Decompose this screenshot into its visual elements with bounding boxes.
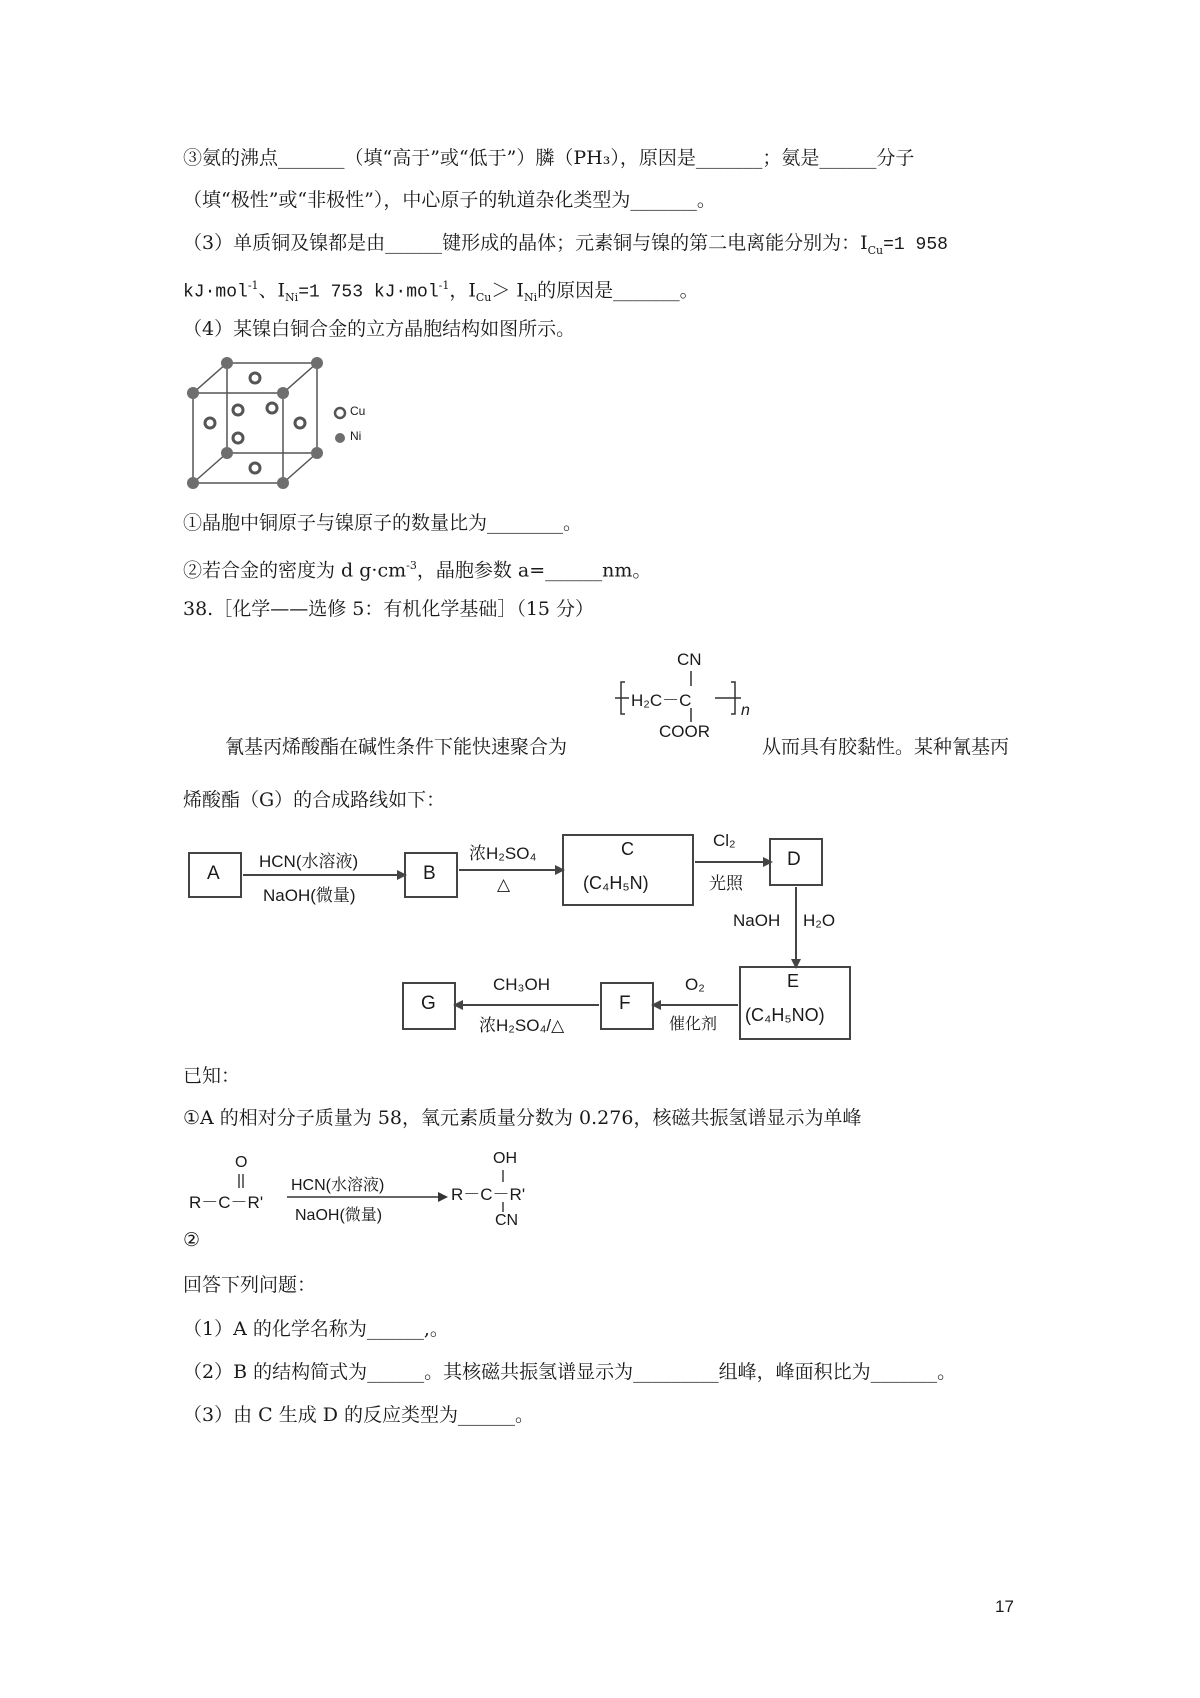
answer-heading: 回答下列问题：: [183, 1274, 317, 1296]
polymer-coor: COOR: [659, 722, 710, 741]
question-3-line1: ③氨的沸点_______（填“高于”或“低于”）膦（PH₃），原因是_______；氨是______分子: [183, 147, 915, 169]
reaction-oh: OH: [493, 1150, 517, 1167]
ionization-cu: =1 958: [883, 235, 948, 255]
ab-reagent-top: HCN(水溶液): [259, 852, 359, 871]
sub-cu-b: Cu: [475, 291, 492, 305]
crystal-cell-figure: [185, 355, 365, 500]
box-c-formula: (C₄H₅N): [583, 873, 649, 893]
reaction-cn: CN: [495, 1212, 519, 1229]
part-3-line1: [183, 229, 1040, 265]
reaction-product: R－C－R': [451, 1185, 526, 1204]
box-f: F: [619, 993, 631, 1014]
part-3-text: （3）单质铜及镍都是由______键形成的晶体；元素铜与镍的第二电离能分别为：I: [183, 232, 868, 254]
cd-reagent-bottom: 光照: [709, 874, 743, 893]
cell-param-text: ，晶胞参数 a=______nm。: [416, 559, 652, 582]
question-38-heading: 38.［化学——选修 5：有机化学基础］（15 分）: [183, 598, 595, 620]
sup-minus1-b: -1: [438, 279, 450, 292]
intro-line1: [225, 733, 1040, 761]
answer-q1: （1）A 的化学名称为______,。: [183, 1318, 449, 1340]
box-e-formula: (C₄H₅NO): [745, 1005, 825, 1025]
box-g: G: [421, 993, 436, 1014]
cd-reagent-top: Cl₂: [713, 831, 736, 850]
sub-ni-a: Ni: [285, 291, 299, 305]
ionization-ni: =1 753 kJ·mol: [298, 282, 439, 303]
page-number: 17: [995, 1597, 1014, 1616]
fg-reagent-top: CH₃OH: [493, 975, 550, 994]
synthesis-scheme: [185, 825, 935, 1050]
intro-line1-a: 氰基丙烯酸酯在碱性条件下能快速聚合为: [225, 736, 568, 758]
de-reagent-left: NaOH: [733, 911, 781, 930]
ef-reagent-bottom: 催化剂: [669, 1016, 718, 1033]
answer-q3: （3）由 C 生成 D 的反应类型为______。: [183, 1404, 535, 1426]
sup-minus1-a: -1: [247, 279, 259, 292]
reaction-reagent-top: HCN(水溶液): [291, 1177, 385, 1194]
de-reagent-right: H₂O: [803, 911, 836, 930]
bc-reagent-top: 浓H₂SO₄: [469, 844, 537, 863]
text-gt-i: ＞ I: [491, 279, 524, 302]
ab-reagent-bottom: NaOH(微量): [263, 886, 356, 905]
box-e: E: [787, 971, 800, 991]
unit-1: kJ·mol: [183, 282, 248, 303]
legend-ni-label: Ni: [350, 429, 362, 443]
known-1: ①A 的相对分子质量为 58，氧元素质量分数为 0.276，核磁共振氢谱显示为单峰: [183, 1107, 862, 1129]
text-i-cu: ，I: [449, 279, 476, 302]
polymer-n: n: [741, 702, 750, 719]
text-i-ni: 、I: [258, 279, 286, 302]
reaction-o: O: [235, 1154, 248, 1171]
polymer-cn: CN: [677, 650, 702, 669]
part-4-q1: ①晶胞中铜原子与镍原子的数量比为________。: [183, 512, 583, 534]
part-4-line: （4）某镍白铜合金的立方晶胞结构如图所示。: [183, 318, 576, 340]
text-reason: 的原因是_______。: [537, 279, 699, 302]
answer-q2: （2）B 的结构简式为______。其核磁共振氢谱显示为_________组峰，峰面积比为_______。: [183, 1361, 957, 1383]
intro-line2: 烯酸酯（G）的合成路线如下：: [183, 789, 446, 811]
part-4-q2: [183, 552, 1040, 584]
reaction-reagent-bottom: NaOH(微量): [295, 1207, 383, 1224]
sub-ni-b: Ni: [523, 291, 538, 305]
sup-minus3: -3: [406, 559, 417, 572]
sub-cu: Cu: [867, 243, 884, 257]
reaction-reactant: R－C－R': [189, 1193, 264, 1212]
box-c: C: [621, 839, 634, 859]
intro-line1-b: 从而具有胶黏性。某种氰基丙: [762, 736, 1010, 758]
box-a: A: [207, 863, 220, 884]
bc-reagent-bottom: △: [497, 875, 511, 894]
legend-cu-label: Cu: [350, 404, 366, 418]
density-text: ②若合金的密度为 d g·cm: [183, 559, 407, 582]
fg-reagent-bottom: 浓H₂SO₄/△: [479, 1016, 565, 1035]
box-d: D: [787, 849, 801, 870]
ef-reagent-top: O₂: [685, 975, 705, 994]
question-3-line2: （填“极性”或“非极性”），中心原子的轨道杂化类型为_______。: [183, 189, 716, 211]
box-b: B: [423, 863, 436, 884]
part-3-line2: [183, 272, 1040, 312]
polymer-chain: H₂C－C: [631, 691, 692, 710]
known-2-label: ②: [183, 1229, 201, 1251]
known-heading: 已知：: [183, 1065, 241, 1087]
